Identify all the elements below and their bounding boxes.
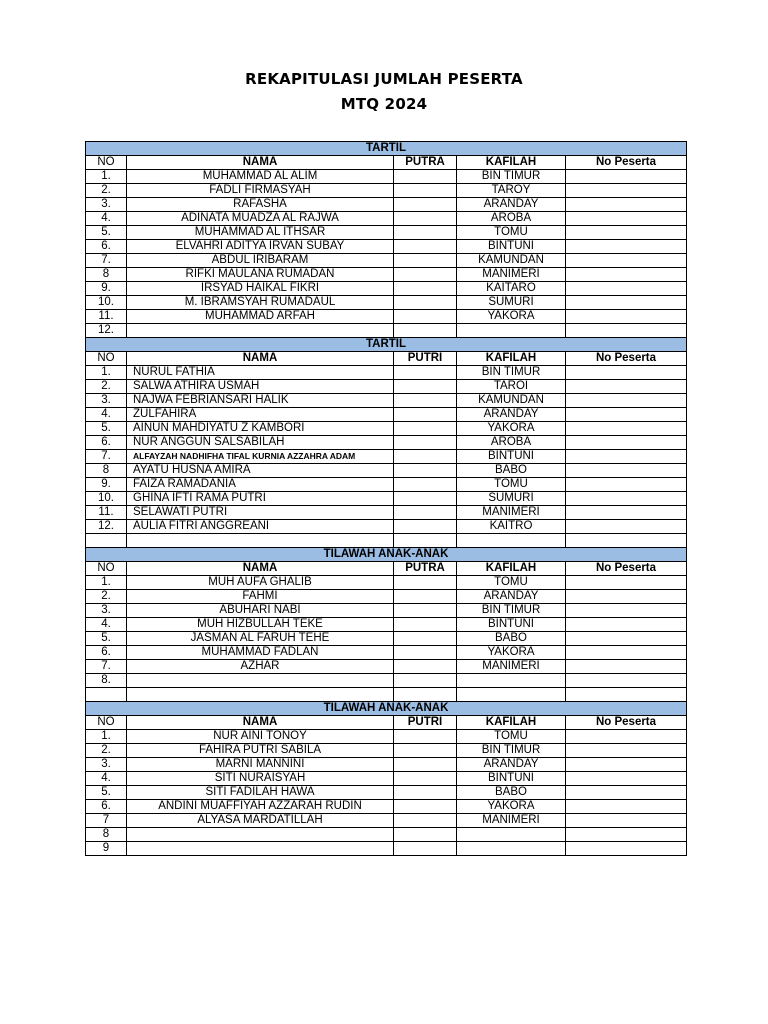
- table-row: [86, 394, 687, 408]
- cell-no: 8: [86, 268, 127, 282]
- header-nama: NAMA: [127, 716, 394, 730]
- cell-gender: [394, 240, 457, 254]
- table-row: [86, 828, 687, 842]
- cell-no-peserta: [566, 324, 687, 338]
- cell-no-peserta: [566, 198, 687, 212]
- column-header-row: [86, 156, 687, 170]
- cell-no-peserta: [566, 366, 687, 380]
- cell-nama: ABDUL IRIBARAM: [127, 254, 394, 268]
- table-row: [86, 184, 687, 198]
- cell-no: 1.: [86, 170, 127, 184]
- cell-no-peserta: [566, 408, 687, 422]
- column-header-row: [86, 716, 687, 730]
- table-row: [86, 800, 687, 814]
- cell-nama: FAHMI: [127, 590, 394, 604]
- cell-nama: IRSYAD HAIKAL FIKRI: [127, 282, 394, 296]
- cell-no: 3.: [86, 394, 127, 408]
- cell-kafilah: BIN TIMUR: [457, 604, 566, 618]
- header-no-peserta: No Peserta: [566, 716, 687, 730]
- cell-nama: ALYASA MARDATILLAH: [127, 814, 394, 828]
- cell-no-peserta: [566, 786, 687, 800]
- table-row: [86, 842, 687, 856]
- cell-no-peserta: [566, 576, 687, 590]
- cell-no: 5.: [86, 786, 127, 800]
- cell-no: 5.: [86, 226, 127, 240]
- cell-nama: FAIZA RAMADANIA: [127, 478, 394, 492]
- header-kafilah: KAFILAH: [457, 716, 566, 730]
- cell-kafilah: TOMU: [457, 576, 566, 590]
- cell-no: 2.: [86, 744, 127, 758]
- cell-nama: [127, 674, 394, 688]
- cell-no-peserta: [566, 240, 687, 254]
- cell-no: 7.: [86, 450, 127, 464]
- table-row: [86, 296, 687, 310]
- cell-no-peserta: [566, 758, 687, 772]
- cell-no: 11.: [86, 310, 127, 324]
- section-header: [86, 142, 687, 156]
- cell-gender: [394, 688, 457, 702]
- table-row: [86, 408, 687, 422]
- cell-nama: [127, 842, 394, 856]
- table-row: [86, 632, 687, 646]
- table-row: [86, 198, 687, 212]
- cell-no-peserta: [566, 800, 687, 814]
- header-no-peserta: No Peserta: [566, 562, 687, 576]
- cell-kafilah: TAROY: [457, 184, 566, 198]
- cell-no-peserta: [566, 618, 687, 632]
- cell-kafilah: MANIMERI: [457, 506, 566, 520]
- table-row: [86, 590, 687, 604]
- cell-nama: ELVAHRI ADITYA IRVAN SUBAY: [127, 240, 394, 254]
- cell-nama: JASMAN AL FARUH TEHE: [127, 632, 394, 646]
- cell-nama: ANDINI MUAFFIYAH AZZARAH RUDIN: [127, 800, 394, 814]
- cell-no: 11.: [86, 506, 127, 520]
- cell-gender: [394, 646, 457, 660]
- cell-kafilah: BINTUNI: [457, 618, 566, 632]
- table-row: [86, 282, 687, 296]
- document-subtitle: MTQ 2024: [340, 95, 428, 113]
- cell-kafilah: [457, 842, 566, 856]
- column-header-row: [86, 352, 687, 366]
- cell-kafilah: BINTUNI: [457, 240, 566, 254]
- cell-no: 1.: [86, 366, 127, 380]
- cell-nama: RIFKI MAULANA RUMADAN: [127, 268, 394, 282]
- table-row: [86, 492, 687, 506]
- header-no: NO: [86, 156, 127, 170]
- cell-no: 2.: [86, 380, 127, 394]
- cell-kafilah: ARANDAY: [457, 590, 566, 604]
- cell-gender: [394, 324, 457, 338]
- table-row: [86, 786, 687, 800]
- cell-nama: MUHAMMAD AL ALIM: [127, 170, 394, 184]
- cell-no: 10.: [86, 492, 127, 506]
- table-row: [86, 814, 687, 828]
- cell-nama: GHINA IFTI RAMA PUTRI: [127, 492, 394, 506]
- cell-no: 10.: [86, 296, 127, 310]
- header-no-peserta: No Peserta: [566, 156, 687, 170]
- cell-kafilah: BABO: [457, 464, 566, 478]
- cell-gender: [394, 366, 457, 380]
- cell-nama: [127, 324, 394, 338]
- cell-no-peserta: [566, 674, 687, 688]
- cell-no: 4.: [86, 618, 127, 632]
- cell-gender: [394, 730, 457, 744]
- table-row: [86, 226, 687, 240]
- cell-kafilah: TOMU: [457, 478, 566, 492]
- cell-gender: [394, 478, 457, 492]
- cell-kafilah: YAKORA: [457, 800, 566, 814]
- table-row: [86, 324, 687, 338]
- cell-no-peserta: [566, 436, 687, 450]
- cell-kafilah: BIN TIMUR: [457, 744, 566, 758]
- cell-nama: [127, 688, 394, 702]
- cell-no: 7.: [86, 660, 127, 674]
- cell-kafilah: BINTUNI: [457, 772, 566, 786]
- cell-nama: ADINATA MUADZA AL RAJWA: [127, 212, 394, 226]
- cell-gender: [394, 842, 457, 856]
- cell-nama: NURUL FATHIA: [127, 366, 394, 380]
- table-row: [86, 660, 687, 674]
- cell-no-peserta: [566, 604, 687, 618]
- cell-gender: [394, 268, 457, 282]
- cell-no: 8: [86, 464, 127, 478]
- cell-no: [86, 688, 127, 702]
- cell-nama: NUR AINI TONOY: [127, 730, 394, 744]
- cell-no-peserta: [566, 478, 687, 492]
- cell-nama: MUHAMMAD ARFAH: [127, 310, 394, 324]
- cell-no-peserta: [566, 464, 687, 478]
- column-header-row: [86, 562, 687, 576]
- cell-gender: [394, 254, 457, 268]
- table-row: [86, 758, 687, 772]
- table-row: [86, 268, 687, 282]
- table-row: [86, 646, 687, 660]
- table-row: [86, 254, 687, 268]
- cell-nama: [127, 534, 394, 548]
- section-header: [86, 548, 687, 562]
- cell-nama: SITI NURAISYAH: [127, 772, 394, 786]
- cell-no-peserta: [566, 744, 687, 758]
- cell-gender: [394, 226, 457, 240]
- header-no-peserta: No Peserta: [566, 352, 687, 366]
- header-gender: PUTRI: [394, 716, 457, 730]
- table-row: [86, 744, 687, 758]
- cell-nama: M. IBRAMSYAH RUMADAUL: [127, 296, 394, 310]
- cell-kafilah: MANIMERI: [457, 268, 566, 282]
- cell-kafilah: ARANDAY: [457, 758, 566, 772]
- section-title: TILAWAH ANAK-ANAK: [86, 702, 687, 716]
- cell-no-peserta: [566, 170, 687, 184]
- cell-no-peserta: [566, 814, 687, 828]
- cell-no: 3.: [86, 758, 127, 772]
- cell-kafilah: [457, 688, 566, 702]
- cell-no-peserta: [566, 310, 687, 324]
- cell-nama: ABUHARI NABI: [127, 604, 394, 618]
- table-row: [86, 450, 687, 464]
- cell-kafilah: MANIMERI: [457, 660, 566, 674]
- cell-gender: [394, 422, 457, 436]
- header-gender: PUTRA: [394, 562, 457, 576]
- cell-no: [86, 534, 127, 548]
- header-nama: NAMA: [127, 352, 394, 366]
- cell-nama: ZULFAHIRA: [127, 408, 394, 422]
- cell-no: 6.: [86, 646, 127, 660]
- cell-kafilah: YAKORA: [457, 646, 566, 660]
- cell-no-peserta: [566, 828, 687, 842]
- cell-kafilah: BABO: [457, 632, 566, 646]
- cell-nama: AULIA FITRI ANGGREANI: [127, 520, 394, 534]
- cell-kafilah: [457, 674, 566, 688]
- cell-no: 12.: [86, 324, 127, 338]
- cell-nama: AINUN MAHDIYATU Z KAMBORI: [127, 422, 394, 436]
- section-title: TARTIL: [86, 142, 687, 156]
- cell-gender: [394, 170, 457, 184]
- cell-gender: [394, 590, 457, 604]
- cell-no: 1.: [86, 576, 127, 590]
- cell-kafilah: TAROI: [457, 380, 566, 394]
- cell-nama: MARNI MANNINI: [127, 758, 394, 772]
- cell-gender: [394, 772, 457, 786]
- cell-no-peserta: [566, 506, 687, 520]
- cell-no-peserta: [566, 226, 687, 240]
- header-nama: NAMA: [127, 562, 394, 576]
- cell-kafilah: YAKORA: [457, 310, 566, 324]
- cell-gender: [394, 184, 457, 198]
- cell-no-peserta: [566, 212, 687, 226]
- cell-gender: [394, 198, 457, 212]
- cell-nama: SALWA ATHIRA USMAH: [127, 380, 394, 394]
- cell-gender: [394, 660, 457, 674]
- cell-kafilah: KAMUNDAN: [457, 394, 566, 408]
- cell-kafilah: SUMURI: [457, 296, 566, 310]
- header-nama: NAMA: [127, 156, 394, 170]
- cell-kafilah: YAKORA: [457, 422, 566, 436]
- table-row: [86, 604, 687, 618]
- cell-gender: [394, 408, 457, 422]
- cell-no: 7.: [86, 254, 127, 268]
- cell-nama: ALFAYZAH NADHIFHA TIFAL KURNIA AZZAHRA ADAM: [127, 450, 394, 464]
- cell-gender: [394, 800, 457, 814]
- cell-no: 9.: [86, 282, 127, 296]
- cell-no: 6.: [86, 240, 127, 254]
- cell-no: 2.: [86, 590, 127, 604]
- cell-gender: [394, 310, 457, 324]
- cell-gender: [394, 520, 457, 534]
- cell-nama: MUH AUFA GHALIB: [127, 576, 394, 590]
- cell-gender: [394, 464, 457, 478]
- cell-gender: [394, 534, 457, 548]
- cell-no-peserta: [566, 842, 687, 856]
- table-row: [86, 506, 687, 520]
- cell-gender: [394, 632, 457, 646]
- cell-no: 7: [86, 814, 127, 828]
- header-no: NO: [86, 352, 127, 366]
- section-title: TILAWAH ANAK-ANAK: [86, 548, 687, 562]
- cell-no: 2.: [86, 184, 127, 198]
- cell-gender: [394, 450, 457, 464]
- table-row: [86, 212, 687, 226]
- cell-no: 6.: [86, 436, 127, 450]
- cell-no-peserta: [566, 534, 687, 548]
- cell-no: 9: [86, 842, 127, 856]
- header-kafilah: KAFILAH: [457, 562, 566, 576]
- cell-kafilah: [457, 828, 566, 842]
- table-row: [86, 478, 687, 492]
- cell-no: 5.: [86, 422, 127, 436]
- table-row: [86, 576, 687, 590]
- cell-no-peserta: [566, 632, 687, 646]
- cell-gender: [394, 212, 457, 226]
- cell-nama: SITI FADILAH HAWA: [127, 786, 394, 800]
- cell-kafilah: KAMUNDAN: [457, 254, 566, 268]
- cell-nama: MUHAMMAD FADLAN: [127, 646, 394, 660]
- cell-no: 1.: [86, 730, 127, 744]
- cell-no: 9.: [86, 478, 127, 492]
- cell-gender: [394, 828, 457, 842]
- cell-no-peserta: [566, 380, 687, 394]
- cell-nama: FAHIRA PUTRI SABILA: [127, 744, 394, 758]
- cell-kafilah: [457, 324, 566, 338]
- cell-gender: [394, 282, 457, 296]
- table-row: [86, 380, 687, 394]
- section-title: TARTIL: [86, 338, 687, 352]
- cell-kafilah: SUMURI: [457, 492, 566, 506]
- table-row: [86, 674, 687, 688]
- header-gender: PUTRI: [394, 352, 457, 366]
- cell-gender: [394, 758, 457, 772]
- cell-kafilah: MANIMERI: [457, 814, 566, 828]
- table-row: [86, 618, 687, 632]
- section-header: [86, 338, 687, 352]
- cell-no: 6.: [86, 800, 127, 814]
- cell-gender: [394, 394, 457, 408]
- cell-gender: [394, 492, 457, 506]
- cell-no: 8: [86, 828, 127, 842]
- cell-no-peserta: [566, 730, 687, 744]
- cell-no: 12.: [86, 520, 127, 534]
- table-row: [86, 730, 687, 744]
- cell-no-peserta: [566, 296, 687, 310]
- cell-gender: [394, 576, 457, 590]
- cell-no: 5.: [86, 632, 127, 646]
- cell-nama: NUR ANGGUN SALSABILAH: [127, 436, 394, 450]
- cell-gender: [394, 380, 457, 394]
- header-kafilah: KAFILAH: [457, 156, 566, 170]
- cell-nama: AYATU HUSNA AMIRA: [127, 464, 394, 478]
- cell-gender: [394, 744, 457, 758]
- cell-kafilah: ARANDAY: [457, 408, 566, 422]
- cell-gender: [394, 436, 457, 450]
- table-row: [86, 310, 687, 324]
- cell-gender: [394, 506, 457, 520]
- cell-kafilah: BABO: [457, 786, 566, 800]
- cell-gender: [394, 674, 457, 688]
- cell-no-peserta: [566, 394, 687, 408]
- cell-no-peserta: [566, 590, 687, 604]
- cell-no-peserta: [566, 268, 687, 282]
- cell-kafilah: AROBA: [457, 212, 566, 226]
- header-kafilah: KAFILAH: [457, 352, 566, 366]
- cell-kafilah: KAITARO: [457, 282, 566, 296]
- cell-no: 4.: [86, 212, 127, 226]
- cell-no-peserta: [566, 492, 687, 506]
- cell-nama: RAFASHA: [127, 198, 394, 212]
- cell-no-peserta: [566, 282, 687, 296]
- cell-no: 8.: [86, 674, 127, 688]
- cell-no: 3.: [86, 198, 127, 212]
- cell-nama: MUHAMMAD AL ITHSAR: [127, 226, 394, 240]
- cell-no-peserta: [566, 520, 687, 534]
- table-row: [86, 170, 687, 184]
- cell-gender: [394, 814, 457, 828]
- cell-no-peserta: [566, 184, 687, 198]
- cell-gender: [394, 604, 457, 618]
- cell-gender: [394, 618, 457, 632]
- cell-nama: MUH HIZBULLAH TEKE: [127, 618, 394, 632]
- blank-row: [86, 688, 687, 702]
- header-no: NO: [86, 716, 127, 730]
- cell-kafilah: TOMU: [457, 226, 566, 240]
- table-row: [86, 772, 687, 786]
- header-no: NO: [86, 562, 127, 576]
- cell-kafilah: AROBA: [457, 436, 566, 450]
- cell-no-peserta: [566, 646, 687, 660]
- table-row: [86, 240, 687, 254]
- cell-kafilah: BINTUNI: [457, 450, 566, 464]
- cell-kafilah: KAITRO: [457, 520, 566, 534]
- document-title: REKAPITULASI JUMLAH PESERTA: [245, 70, 523, 88]
- header-gender: PUTRA: [394, 156, 457, 170]
- cell-nama: SELAWATI PUTRI: [127, 506, 394, 520]
- cell-no: 4.: [86, 772, 127, 786]
- table-row: [86, 422, 687, 436]
- cell-kafilah: BIN TIMUR: [457, 170, 566, 184]
- cell-no-peserta: [566, 450, 687, 464]
- cell-no-peserta: [566, 254, 687, 268]
- cell-no-peserta: [566, 688, 687, 702]
- cell-nama: NAJWA FEBRIANSARI HALIK: [127, 394, 394, 408]
- cell-gender: [394, 786, 457, 800]
- cell-kafilah: TOMU: [457, 730, 566, 744]
- cell-gender: [394, 296, 457, 310]
- table-row: [86, 366, 687, 380]
- cell-no: 4.: [86, 408, 127, 422]
- cell-nama: AZHAR: [127, 660, 394, 674]
- cell-nama: [127, 828, 394, 842]
- cell-no: 3.: [86, 604, 127, 618]
- cell-no-peserta: [566, 422, 687, 436]
- table-row: [86, 436, 687, 450]
- cell-nama: FADLI FIRMASYAH: [127, 184, 394, 198]
- table-row: [86, 520, 687, 534]
- participant-table: [85, 141, 687, 856]
- cell-kafilah: BIN TIMUR: [457, 366, 566, 380]
- cell-kafilah: ARANDAY: [457, 198, 566, 212]
- section-header: [86, 702, 687, 716]
- table-row: [86, 464, 687, 478]
- cell-no-peserta: [566, 660, 687, 674]
- cell-kafilah: [457, 534, 566, 548]
- cell-no-peserta: [566, 772, 687, 786]
- blank-row: [86, 534, 687, 548]
